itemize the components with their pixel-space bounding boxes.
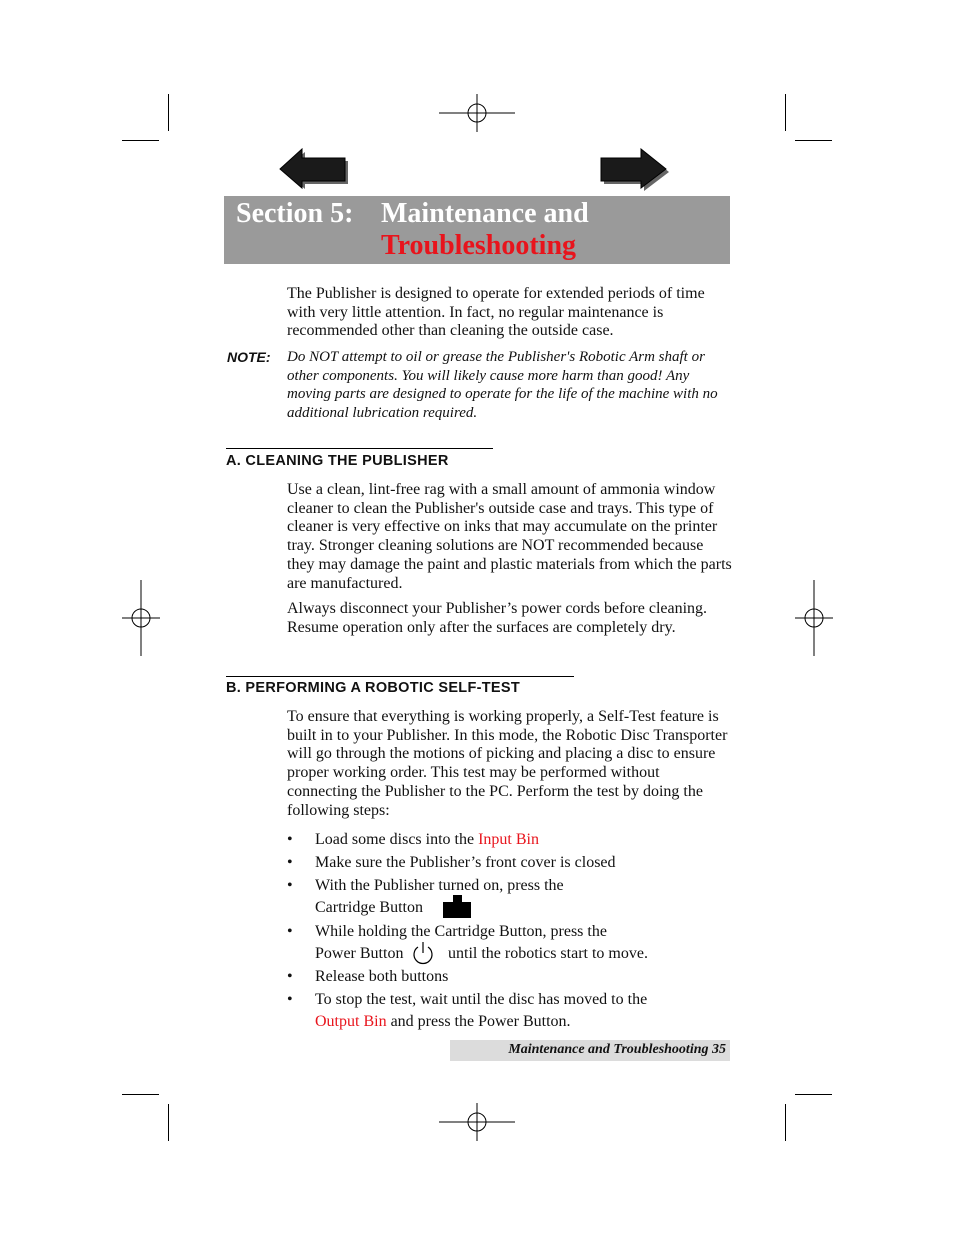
output-bin-link[interactable]: Output Bin <box>315 1013 387 1030</box>
list-item-text-line1: With the Publisher turned on, press the <box>315 877 564 894</box>
list-item-text-line2-pre: Power Button <box>315 945 404 962</box>
registration-mark-left <box>122 580 160 656</box>
bullet-marker: • <box>287 991 293 1008</box>
section-b-paragraph: To ensure that everything is working properly, a Self-Test feature is built in to your Publisher. In this mode, the Robotic Disc Transporter will go through the motions of picking and placing a disc to ensure proper working order. This test may be performed without connecting the Publisher to the PC. Perform the test by doing the following steps: <box>287 708 728 819</box>
section-title-bar <box>224 196 730 264</box>
cartridge-button-icon <box>441 894 473 919</box>
footer-page-label: Maintenance and Troubleshooting 35 <box>508 1042 726 1057</box>
bullet-marker: • <box>287 854 293 871</box>
section-a-paragraph-1: Use a clean, lint-free rag with a small amount of ammonia window cleaner to clean the Publisher's outside case and trays. This type of cleaner is very effective on inks that may accumulate on the printer tray. Stronger cleaning solutions are NOT recommended because they may damage the paint and plastic materials from which the parts are manufactured. <box>287 481 732 592</box>
next-page-button[interactable] <box>600 148 670 192</box>
section-title-line1: Maintenance and <box>381 198 589 229</box>
section-b-rule <box>226 676 574 677</box>
section-title-line2: Troubleshooting <box>381 230 577 261</box>
list-item-text-line1: To stop the test, wait until the disc has moved to the <box>315 991 648 1008</box>
bullet-marker: • <box>287 831 293 848</box>
list-item-text: Make sure the Publisher’s front cover is closed <box>315 854 616 871</box>
list-item <box>287 921 732 967</box>
list-item <box>287 989 732 1033</box>
list-item-text-line1: While holding the Cartridge Button, press the <box>315 923 607 940</box>
prev-page-button[interactable] <box>279 148 349 192</box>
list-item-text-line2 <box>315 1011 735 1032</box>
section-a-paragraph-2: Always disconnect your Publisher’s power cords before cleaning. Resume operation only after the surfaces are completely dry. <box>287 600 708 636</box>
registration-mark-top <box>439 94 515 132</box>
list-item-text-line2-post: until the robotics start to move. <box>448 945 648 962</box>
registration-mark-bottom <box>439 1103 515 1141</box>
power-icon <box>411 940 435 966</box>
registration-mark-right <box>795 580 833 656</box>
intro-paragraph: The Publisher is designed to operate for extended periods of time with very little attention. In fact, no regular maintenance is recommended other than cleaning the outside case. <box>287 285 705 340</box>
section-b-heading: B. PERFORMING A ROBOTIC SELF-TEST <box>226 680 520 696</box>
list-item-text-post: and press the Power Button. <box>386 1013 571 1030</box>
list-item-text: Release both buttons <box>315 968 449 985</box>
section-a-rule <box>226 448 493 449</box>
right-arrow-icon <box>601 149 669 191</box>
list-item-text-pre: Load some discs into the <box>315 831 479 848</box>
left-arrow-icon <box>280 149 348 189</box>
bullet-marker: • <box>287 877 293 894</box>
list-item-text <box>315 829 735 850</box>
section-number: Section 5: <box>236 198 354 229</box>
section-a-heading: A. CLEANING THE PUBLISHER <box>226 453 449 469</box>
page-footer <box>450 1040 730 1061</box>
note-label: NOTE: <box>227 349 271 365</box>
note-text: Do NOT attempt to oil or grease the Publisher's Robotic Arm shaft or other components. You will likely cause more harm than good! Any moving parts are designed to operate for the life of the machine with no additional lubrication required. <box>287 349 718 422</box>
list-item <box>287 875 732 921</box>
bullet-marker: • <box>287 968 293 985</box>
list-item-text-line2: Cartridge Button <box>315 899 423 916</box>
input-bin-link[interactable]: Input Bin <box>478 831 539 848</box>
bullet-marker: • <box>287 923 293 940</box>
